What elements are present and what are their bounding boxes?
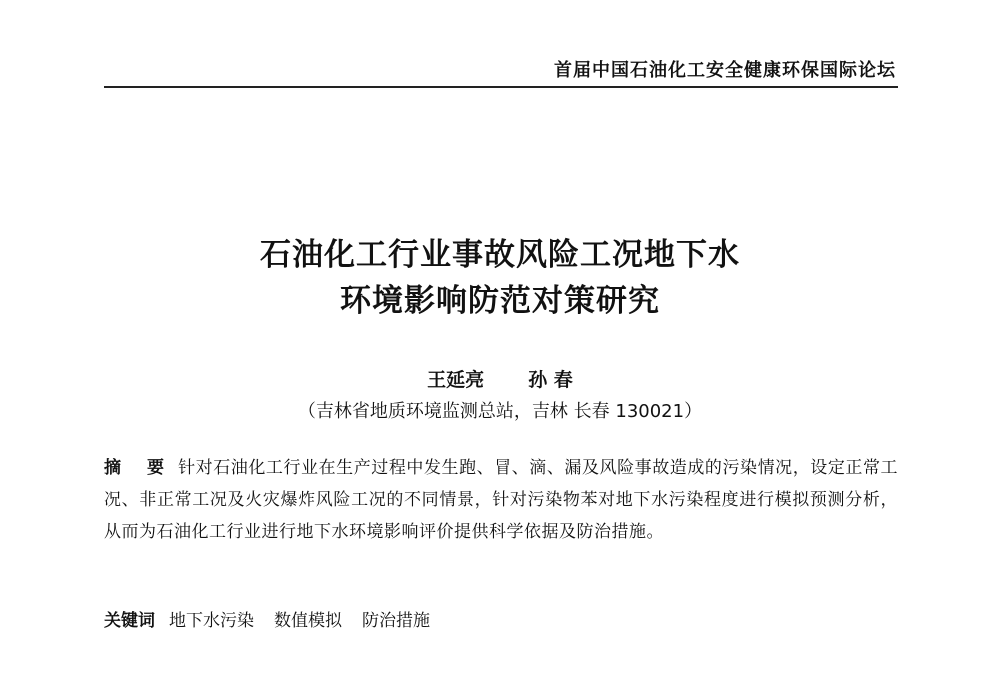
affiliation: （吉林省地质环境监测总站，吉林 长春 130021） xyxy=(297,401,703,422)
title-line-2: 环境影响防范对策研究 xyxy=(340,283,660,319)
keyword-item: 防治措施 xyxy=(362,611,430,631)
keywords-label: 关键词 xyxy=(104,611,155,631)
abstract-text: 针对石油化工行业在生产过程中发生跑、冒、滴、漏及风险事故造成的污染情况，设定正常工况、非正常工况及火灾爆炸风险工况的不同情景，针对污染物苯对地下水污染程度进行模拟预测分析，从而为石油化工行业进行地下水环境影响评价提供科学依据及防治措施。 xyxy=(104,458,899,542)
running-header: 首届中国石油化工安全健康环保国际论坛 xyxy=(554,60,896,81)
abstract-label: 摘 要 xyxy=(104,458,175,478)
paper-title xyxy=(0,232,1000,324)
title-line-1: 石油化工行业事故风险工况地下水 xyxy=(260,237,740,273)
keywords xyxy=(104,606,450,631)
keyword-item: 数值模拟 xyxy=(274,611,342,631)
author-1: 王延亮 xyxy=(427,369,485,391)
keyword-item: 地下水污染 xyxy=(169,611,254,631)
author-2: 孙 春 xyxy=(528,369,573,391)
header-rule xyxy=(104,86,898,88)
abstract xyxy=(104,452,898,548)
author-list xyxy=(0,365,1000,392)
